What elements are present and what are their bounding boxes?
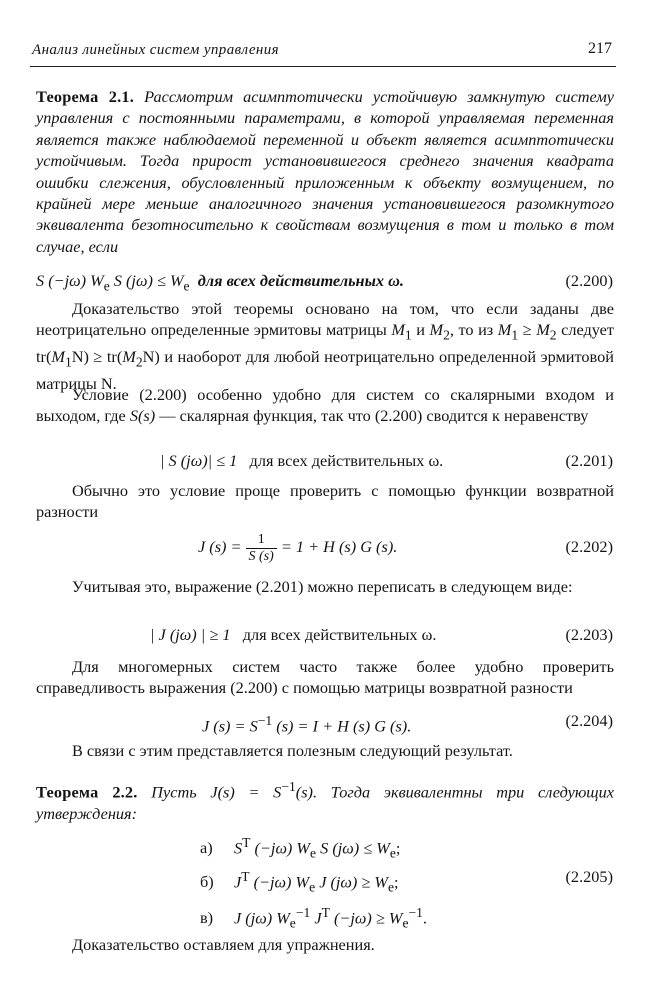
proof-hint-part2: , то из: [449, 320, 498, 340]
theorem-2-2-inverse: −1: [281, 779, 296, 794]
eq-2-205-c-inverse: −1: [295, 905, 311, 920]
equation-2-200: [36, 270, 404, 297]
eq-2-201-condition: для всех действительных ω.: [249, 451, 444, 470]
eq-2-200-sub-e2: e: [183, 278, 190, 294]
theorem-2-2-text2: Тогда эквивалентны три следующих утверждения:: [36, 782, 614, 823]
exercise-text: Доказательство оставляем для упражнения.: [72, 935, 375, 954]
scalar-text1: Условие (2.200) особенно удобно для систем со скалярными входом и выходом, где: [36, 385, 614, 426]
eq-2-205-c-label: в): [200, 908, 214, 928]
eq-2-202-rhs: = 1 + H (s) G (s).: [280, 537, 398, 556]
eq-2-203-condition: для всех действительных ω.: [242, 625, 437, 644]
proof-hint-part3: ≥: [518, 320, 537, 340]
proof-hint-m1: M: [391, 320, 405, 340]
eq-2-205-c-sub-e: e: [289, 915, 296, 931]
eq-2-205-c-end: .: [422, 908, 427, 928]
theorem-2-1-text: Рассмотрим асимптотически устойчивую замкнутую систему управления с постоянными параметрами, в которой управляемая переменная является также наблюдаемой переменной и объект является асимптотически устойчивым. Тогда прирост установившегося среднего значения квадрата ошибки слежения, обусловленный приложенным к объекту возмущением, по крайней мере меньше аналогичного значения установившегося разомкнутого эквивалента безотносительно к свойствам возмущения в том и только в том случае, если: [36, 87, 614, 256]
eq-2-201-expr: | S (jω)| ≤ 1: [160, 451, 238, 470]
eq-2-201-number: (2.201): [565, 451, 613, 470]
multivariable-text: Для многомерных систем часто также более удобно проверить справедливость выражения (2.200) с помощью матрицы возвратной разности: [36, 657, 614, 698]
proof-hint-m1b: M: [497, 320, 512, 340]
eq-2-205-a-s: S: [234, 838, 243, 858]
theorem-2-2-label: Теорема 2.2.: [36, 782, 138, 802]
eq-2-205-a-mid: (−jω) W: [250, 838, 310, 858]
eq-2-204-lhs: J (s) = S: [202, 716, 258, 736]
equation-2-202: [198, 530, 397, 565]
eq-2-200-sub-e: e: [103, 278, 110, 294]
equation-2-201: [160, 450, 443, 472]
eq-2-200-condition: для всех действительных ω.: [197, 271, 404, 290]
proof-hint-m1c-sub: 1: [64, 354, 72, 370]
eq-2-205-c-rhs: (−jω) ≥ W: [329, 908, 403, 928]
eq-2-204-inverse: −1: [257, 713, 273, 728]
paragraph-proof-hint: [36, 298, 614, 394]
equation-2-203: [150, 624, 436, 646]
eq-2-200-number: (2.200): [565, 271, 613, 290]
proof-hint-part6: N) и наоборот для любой неотрицательно определенной эрмитовой матрицы N.: [36, 347, 614, 393]
paragraph-rewrite: [36, 576, 614, 597]
proof-hint-part1: Доказательство этой теоремы основано на том, что если заданы две неотрицательно определенные эрмитовы матрицы: [36, 299, 614, 340]
paragraph-result: [36, 740, 614, 761]
eq-2-205-c-inverse2: −1: [408, 905, 423, 920]
scalar-s-of-s: S(s): [129, 406, 156, 426]
eq-2-205-b-end: ;: [394, 872, 399, 892]
proof-hint-part5: N) ≥ tr(: [71, 347, 123, 367]
rewrite-text: Учитывая это, выражение (2.201) можно переписать в следующем виде:: [72, 577, 573, 596]
eq-2-200-rhs: S (jω) ≤ W: [109, 271, 184, 290]
theorem-2-1: [36, 86, 614, 257]
paragraph-exercise: [36, 934, 614, 955]
eq-2-205-b-sub-e2: e: [388, 879, 395, 895]
eq-2-205-a-transpose: T: [242, 835, 251, 850]
proof-hint-m2-sub: 2: [443, 327, 450, 343]
proof-hint-m2b: M: [536, 320, 550, 340]
paragraph-scalar: [36, 384, 614, 427]
eq-2-204-number: (2.204): [565, 711, 613, 730]
paragraph-return-difference: [36, 480, 614, 523]
proof-hint-m2: M: [429, 320, 444, 340]
proof-hint-m1b-sub: 1: [511, 327, 519, 343]
theorem-2-2-s-close: (s).: [295, 782, 318, 802]
eq-2-205-c-transpose: T: [321, 905, 330, 920]
result-text: В связи с этим представляется полезным следующий результат.: [72, 741, 513, 760]
proof-hint-m1-sub: 1: [404, 327, 412, 343]
proof-hint-m2b-sub: 2: [549, 327, 557, 343]
eq-2-205-a-end: ;: [395, 838, 401, 858]
theorem-2-2-j-eq: J(s) = S: [210, 782, 282, 802]
eq-2-205-b-j: J: [234, 872, 242, 892]
running-title: Анализ линейных систем управления: [32, 42, 280, 58]
eq-2-202-denominator: S (s): [248, 548, 274, 564]
proof-hint-m2c-sub: 2: [135, 354, 143, 370]
equation-2-204: [202, 710, 411, 737]
eq-2-205-c-sub-e2: e: [402, 915, 409, 931]
eq-2-205-number: (2.205): [565, 867, 613, 886]
scalar-text2: — скалярная функция, так что (2.200) сводится к неравенству: [155, 406, 589, 426]
proof-hint-m1c: M: [51, 347, 65, 367]
equation-2-205-b: [200, 866, 399, 899]
equation-2-205-c: [200, 902, 427, 935]
eq-2-205-c-j: J: [310, 908, 322, 928]
eq-2-203-expr: | J (jω) | ≥ 1: [150, 625, 231, 644]
eq-2-205-b-label: б): [200, 872, 214, 892]
eq-2-205-b-transpose: T: [241, 869, 250, 884]
eq-2-205-a-label: а): [200, 838, 213, 858]
proof-hint-m2c: M: [122, 347, 136, 367]
paragraph-multivariable: [36, 656, 614, 699]
eq-2-203-number: (2.203): [565, 625, 613, 644]
eq-2-205-c-lhs: J (jω) W: [234, 908, 290, 928]
running-head: [30, 40, 616, 62]
page-number: 217: [588, 40, 612, 57]
eq-2-204-rhs: (s) = I + H (s) G (s).: [272, 716, 412, 736]
eq-2-205-a-sub-e: e: [310, 845, 317, 861]
eq-2-205-b-mid: (−jω) W: [249, 872, 310, 892]
header-rule: [30, 66, 616, 67]
eq-2-202-numerator: 1: [246, 532, 277, 549]
proof-hint-part4: следует tr(: [36, 320, 615, 367]
theorem-2-2-text1: Пусть: [151, 782, 211, 802]
equation-2-205-a: [200, 832, 400, 865]
eq-2-202-lhs: J (s) =: [198, 537, 242, 556]
eq-2-202-fraction: [246, 532, 277, 565]
eq-2-205-b-rhs: J (jω) ≥ W: [315, 872, 388, 892]
eq-2-202-number: (2.202): [565, 537, 613, 556]
eq-2-205-a-rhs: S (jω) ≤ W: [316, 838, 390, 858]
theorem-2-1-label: Теорема 2.1.: [36, 87, 134, 106]
eq-2-205-a-sub-e2: e: [389, 845, 396, 861]
return-difference-text: Обычно это условие проще проверить с помощью функции возвратной разности: [36, 481, 614, 522]
theorem-2-2: [36, 776, 614, 824]
proof-hint-and: и: [411, 320, 430, 340]
eq-2-200-lhs: S (−jω) W: [36, 271, 104, 290]
eq-2-205-b-sub-e: e: [309, 879, 316, 895]
